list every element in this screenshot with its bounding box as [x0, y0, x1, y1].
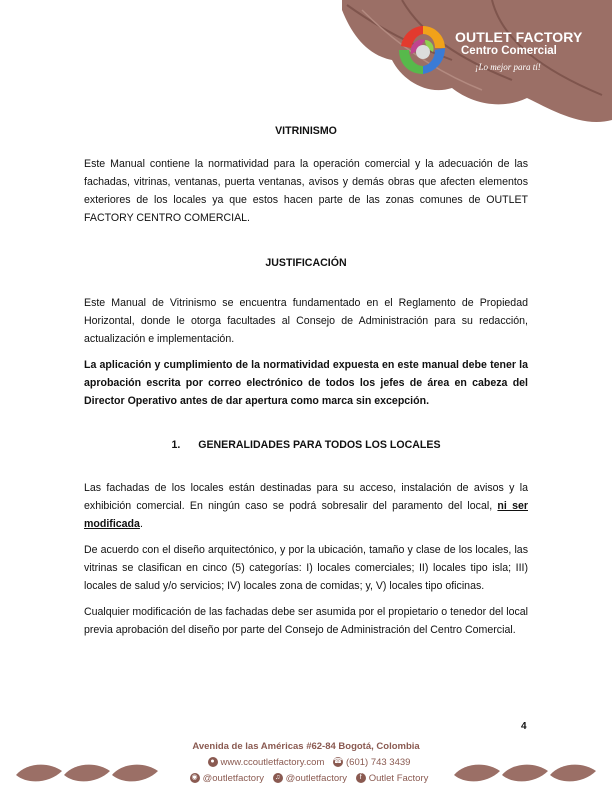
- footer-facebook[interactable]: Outlet Factory: [368, 773, 429, 784]
- brand-subtitle: Centro Comercial: [461, 45, 557, 57]
- footer-website[interactable]: www.ccoutletfactory.com: [220, 757, 325, 768]
- vitrinismo-body: [84, 155, 528, 227]
- generalidades-p1-text: Las fachadas de los locales están destinadas para su acceso, instalación de avisos y la exhibición comercial. En ningún caso se podrá sobresalir del paramento del local,: [84, 482, 528, 512]
- footer-instagram[interactable]: @outletfactory: [202, 773, 265, 784]
- section-vitrinismo: [84, 122, 528, 140]
- justificacion-paragraph: Este Manual de Vitrinismo se encuentra fundamentado en el Reglamento de Propiedad Horizontal, donde le otorga facultades al Consejo de Administración para su redacción, actualización e implementación.: [84, 297, 528, 345]
- generalidades-body: [84, 479, 528, 639]
- phone-icon: ☎: [333, 758, 343, 766]
- generalidades-p1-underlined: ni ser modificada: [84, 500, 528, 530]
- page-number: 4: [521, 721, 527, 732]
- section-generalidades-heading: [84, 436, 528, 454]
- facebook-icon: f: [356, 773, 366, 783]
- brand-slogan: ¡Lo mejor para tí!: [475, 62, 541, 72]
- section-number: 1.: [171, 439, 181, 451]
- footer-tiktok[interactable]: @outletfactory: [285, 773, 348, 784]
- footer-address: Avenida de las Américas #62-84 Bogotá, Colombia: [192, 741, 420, 752]
- brand-name: OUTLET FACTORY: [455, 29, 583, 45]
- vitrinismo-paragraph: Este Manual contiene la normatividad para la operación comercial y la adecuación de las fachadas, vitrinas, ventanas, puerta ventanas, avisos y demás obras que afecten elementos exteriores de los locales ya que estos hacen parte de las zonas comunes de OUTLET FACTORY CENTRO COMERCIAL.: [84, 158, 528, 224]
- justificacion-bold-note: La aplicación y cumplimiento de la normatividad expuesta en este manual debe tener la aprobación escrita por correo electrónico de todos los jefes de área en cabeza del Director Operativo antes de dar apertura como marca sin excepción.: [84, 359, 528, 407]
- heading-generalidades: [84, 436, 528, 454]
- heading-generalidades-text: GENERALIDADES PARA TODOS LOS LOCALES: [198, 439, 441, 451]
- tiktok-icon: ♫: [273, 773, 283, 783]
- footer-leaves-right: [452, 757, 602, 787]
- justificacion-body: [84, 294, 528, 410]
- generalidades-paragraph-2: De acuerdo con el diseño arquitectónico, y por la ubicación, tamaño y clase de los locales, las vitrinas se clasifican en cinco (5) categorías: I) locales comerciales; II) locales tipo isla; III) locales de salud y/o servicios; IV) locales zona de comidas; y, V) locales tipo oficinas.: [84, 544, 528, 592]
- instagram-icon: ◉: [191, 774, 198, 782]
- heading-vitrinismo: VITRINISMO: [275, 125, 337, 137]
- footer-phone: (601) 743 3439: [346, 757, 411, 768]
- globe-icon: ●: [208, 757, 218, 767]
- generalidades-paragraph-1: [84, 479, 528, 533]
- section-justificacion: [84, 254, 528, 272]
- generalidades-paragraph-3: Cualquier modificación de las fachadas debe ser asumida por el propietario o tenedor del local previa aprobación del diseño por parte del Consejo de Administración del Centro Comercial.: [84, 606, 528, 636]
- generalidades-p1-end: .: [139, 518, 143, 530]
- heading-justificacion: JUSTIFICACIÓN: [265, 257, 347, 269]
- outlet-factory-logo: [395, 22, 451, 80]
- footer-leaves-left: [14, 757, 164, 787]
